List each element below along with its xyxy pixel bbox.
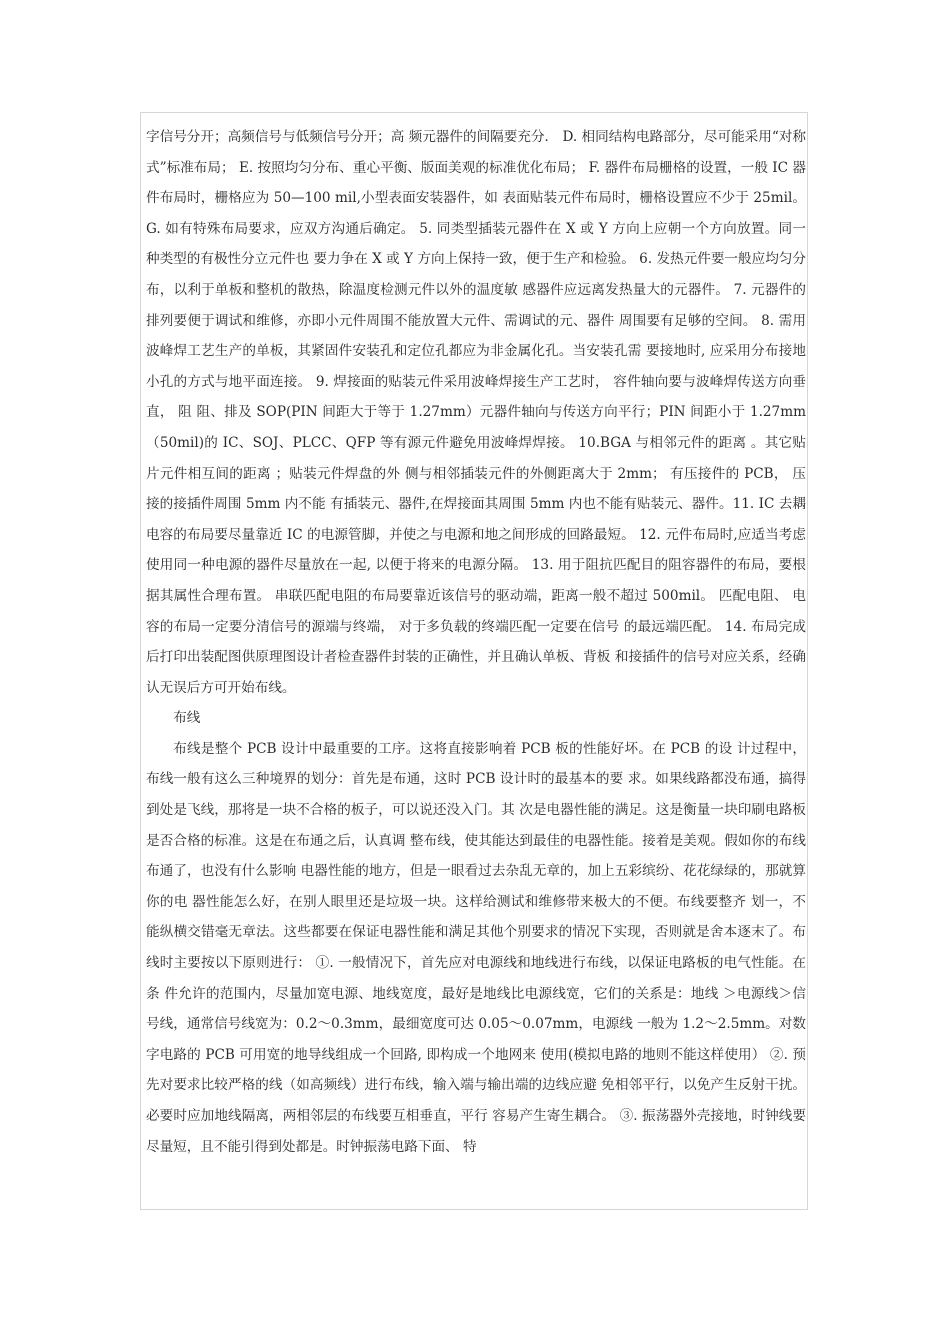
- document-body: [146, 122, 806, 1208]
- routing-paragraph: 布线是整个 PCB 设计中最重要的工序。这将直接影响着 PCB 板的性能好坏。在 PCB 的设 计过程中，布线一般有这么三种境界的划分：首先是布通，这时 PCB 设计时的最基本的要 求。如果线路都没布通，搞得到处是飞线，那将是一块不合格的板子，可以说还没入门。其 次是电器性能的满足。这是衡量一块印刷电路板是否合格的标准。这是在布通之后，认真调 整布线，使其能达到最佳的电器性能。接着是美观。假如你的布线布通了，也没有什么影响 电器性能的地方，但是一眼看过去杂乱无章的，加上五彩缤纷、花花绿绿的，那就算你的电 器性能怎么好，在别人眼里还是垃圾一块。这样给测试和维修带来极大的不便。布线要整齐 划一，不能纵横交错毫无章法。这些都要在保证电器性能和满足其他个别要求的情况下实现，否则就是舍本逐末了。布线时主要按以下原则进行： ①. 一般情况下，首先应对电源线和地线进行布线，以保证电路板的电气性能。在条 件允许的范围内，尽量加宽电源、地线宽度，最好是地线比电源线宽，它们的关系是：地线 ＞电源线＞信号线，通常信号线宽为：0.2～0.3mm，最细宽度可达 0.05～0.07mm，电源线 一般为 1.2～2.5mm。对数字电路的 PCB 可用宽的地导线组成一个回路, 即构成一个地网来 使用(模拟电路的地则不能这样使用） ②. 预先对要求比较严格的线（如高频线）进行布线，输入端与输出端的边线应避 免相邻平行，以免产生反射干扰。必要时应加地线隔离，两相邻层的布线要互相垂直，平行 容易产生寄生耦合。 ③. 振荡器外壳接地，时钟线要尽量短，且不能引得到处都是。时钟振荡电路下面、 特: [146, 740, 806, 1155]
- section-heading-routing: 布线: [173, 710, 201, 727]
- layout-rules-paragraph: 字信号分开；高频信号与低频信号分开；高 频元器件的间隔要充分． D. 相同结构电路部分，尽可能采用“对称式”标准布局； E. 按照均匀分布、重心平衡、版面美观的标准优化布局； F. 器件布局栅格的设置，一般 IC 器件布局时，栅格应为 50—100 mil,小型表面安装器件，如 表面贴装元件布局时，栅格设置应不少于 25mil。 G. 如有特殊布局要求，应双方沟通后确定。 5. 同类型插装元器件在 X 或 Y 方向上应朝一个方向放置。同一种类型的有极性分立元件也 要力争在 X 或 Y 方向上保持一致，便于生产和检验。 6. 发热元件要一般应均匀分布，以利于单板和整机的散热，除温度检测元件以外的温度敏 感器件应远离发热量大的元器件。 7. 元器件的排列要便于调试和维修，亦即小元件周围不能放置大元件、需调试的元、器件 周围要有足够的空间。 8. 需用波峰焊工艺生产的单板，其紧固件安装孔和定位孔都应为非金属化孔。当安装孔需 要接地时, 应采用分布接地小孔的方式与地平面连接。 9. 焊接面的贴装元件采用波峰焊接生产工艺时， 容件轴向要与波峰焊传送方向垂直， 阻 阻、排及 SOP(PIN 间距大于等于 1.27mm）元器件轴向与传送方向平行；PIN 间距小于 1.27mm （50mil)的 IC、SOJ、PLCC、QFP 等有源元件避免用波峰焊焊接。 10.BGA 与相邻元件的距离 。其它贴片元件相互间的距离 ；贴装元件焊盘的外 侧与相邻插装元件的外侧距离大于 2mm； 有压接件的 PCB， 压接的接插件周围 5mm 内不能 有插装元、器件,在焊接面其周围 5mm 内也不能有贴装元、器件。11. IC 去耦电容的布局要尽量靠近 IC 的电源管脚，并使之与电源和地之间形成的回路最短。 12. 元件布局时,应适当考虑使用同一种电源的器件尽量放在一起, 以便于将来的电源分隔。 13. 用于阻抗匹配目的阻容器件的布局，要根据其属性合理布置。 串联匹配电阻的布局要靠近该信号的驱动端，距离一般不超过 500mil。 匹配电阻、 电容的布局一定要分清信号的源端与终端， 对于多负载的终端匹配一定要在信号 的最远端匹配。 14. 布局完成后打印出装配图供原理图设计者检查器件封装的正确性，并且确认单板、背板 和接插件的信号对应关系，经确认无误后方可开始布线。: [146, 129, 806, 696]
